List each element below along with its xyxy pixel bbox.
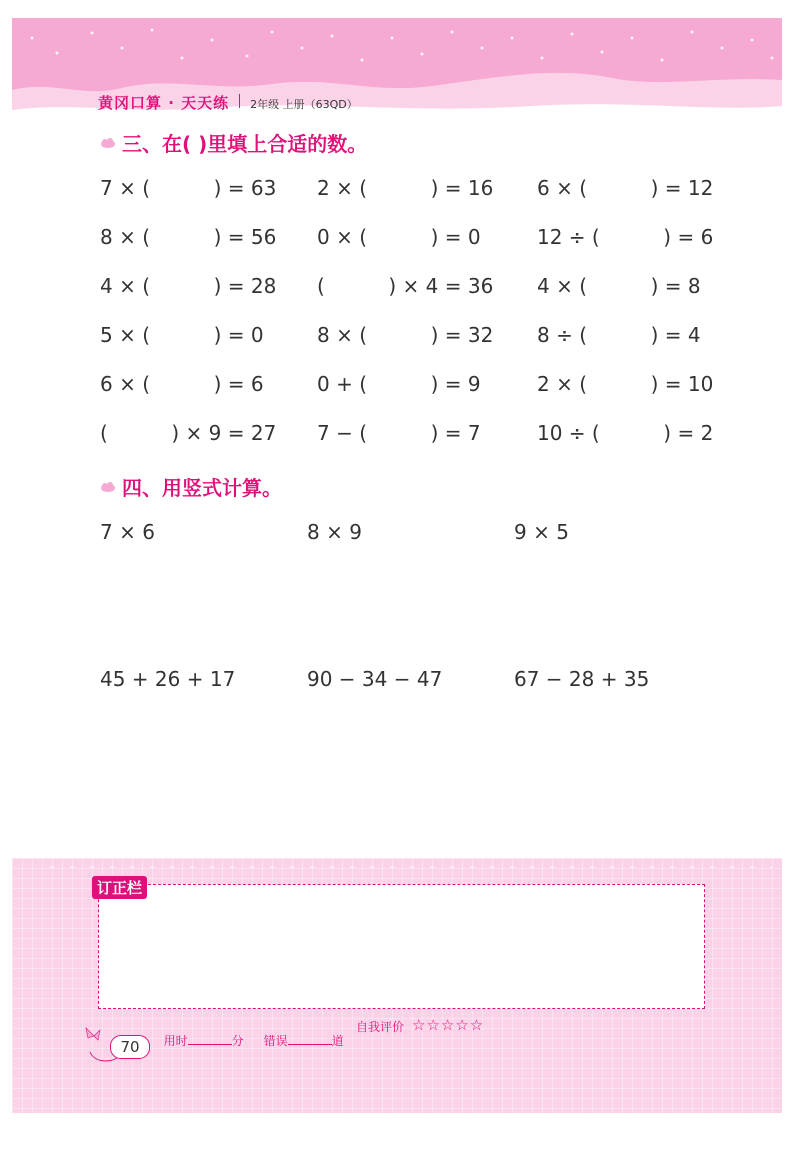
correction-label: 订正栏: [92, 876, 147, 899]
minutes-label: 分: [231, 1034, 244, 1048]
vertical-calc-problem: 67 − 28 + 35: [514, 667, 650, 691]
decorative-dots: [42, 864, 772, 870]
fill-in-equation[interactable]: 0 × ( ) = 0: [317, 225, 481, 249]
vertical-calc-problem: 90 − 34 − 47: [307, 667, 443, 691]
section-4-title: 四、用竖式计算。: [122, 476, 282, 500]
cloud-bullet-icon: [100, 137, 116, 149]
fill-in-equation[interactable]: 10 ÷ ( ) = 2: [537, 421, 714, 445]
fill-in-equation[interactable]: 6 × ( ) = 6: [100, 372, 264, 396]
fill-in-equation[interactable]: 4 × ( ) = 28: [100, 274, 277, 298]
errors-blank[interactable]: [288, 1032, 332, 1045]
brand-divider: [239, 94, 240, 108]
errors-field: [256, 1018, 344, 1049]
fill-in-equation[interactable]: 7 × ( ) = 63: [100, 176, 277, 200]
count-label: 道: [331, 1034, 344, 1048]
vertical-calc-problem: 45 + 26 + 17: [100, 667, 236, 691]
fill-in-equation[interactable]: 4 × ( ) = 8: [537, 274, 701, 298]
brand-line: [98, 92, 358, 113]
fill-in-equation[interactable]: 7 − ( ) = 7: [317, 421, 481, 445]
vertical-calc-problem: 9 × 5: [514, 520, 569, 544]
fill-in-equation[interactable]: 6 × ( ) = 12: [537, 176, 714, 200]
fill-in-equation[interactable]: 12 ÷ ( ) = 6: [537, 225, 714, 249]
section-3-heading: [100, 128, 367, 157]
rating-stars[interactable]: ☆☆☆☆☆: [412, 1016, 485, 1034]
fill-in-equation[interactable]: 0 + ( ) = 9: [317, 372, 481, 396]
fill-in-equation[interactable]: 5 × ( ) = 0: [100, 323, 264, 347]
time-blank[interactable]: [188, 1032, 232, 1045]
time-used-field: [156, 1018, 244, 1049]
section-4-heading: [100, 472, 282, 501]
fill-in-equation[interactable]: 8 × ( ) = 56: [100, 225, 277, 249]
correction-writing-area[interactable]: [98, 884, 705, 1009]
brand-title: 黄冈口算 · 天天练: [98, 94, 230, 112]
self-eval-label: 自我评价: [356, 1020, 405, 1034]
vertical-calc-problem: 8 × 9: [307, 520, 362, 544]
cloud-bullet-icon: [100, 481, 116, 493]
fill-in-equation[interactable]: 2 × ( ) = 10: [537, 372, 714, 396]
fill-in-equation[interactable]: ( ) × 9 = 27: [100, 421, 277, 445]
fill-in-equation[interactable]: 8 × ( ) = 32: [317, 323, 494, 347]
page-number: 70: [110, 1035, 150, 1059]
grade-subtitle: 2年级 上册（63QD）: [250, 98, 358, 111]
fill-in-equation[interactable]: 2 × ( ) = 16: [317, 176, 494, 200]
section-3-title: 三、在( )里填上合适的数。: [122, 132, 368, 156]
fill-in-equation[interactable]: ( ) × 4 = 36: [317, 274, 494, 298]
time-label: 用时: [163, 1034, 188, 1048]
errors-label: 错误: [263, 1034, 288, 1048]
fill-in-equation[interactable]: 8 ÷ ( ) = 4: [537, 323, 701, 347]
vertical-calc-problem: 7 × 6: [100, 520, 155, 544]
